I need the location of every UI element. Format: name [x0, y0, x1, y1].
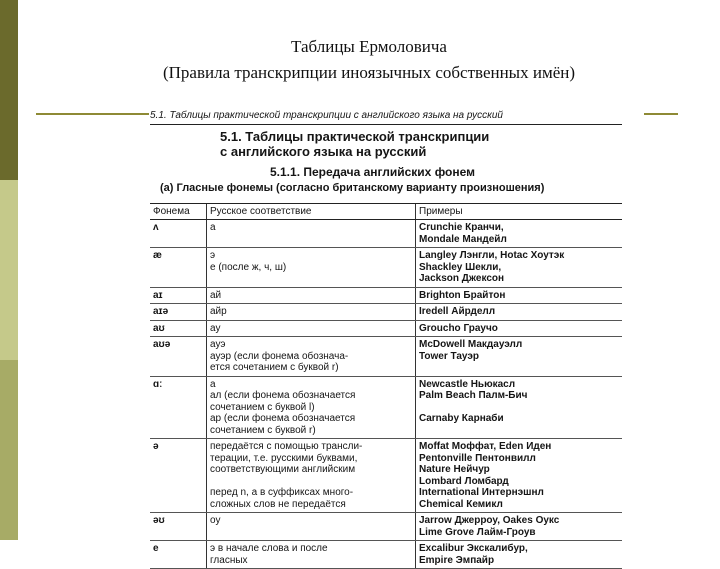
example-line: Mondale Мандейл — [419, 233, 507, 245]
example-line: Jackson Джексон — [419, 273, 505, 284]
subsubsection-title: (а) Гласные фонемы (согласно британскому варианту произношения) — [160, 182, 545, 194]
russian-line: а — [210, 222, 216, 233]
examples-cell — [416, 220, 623, 248]
russian-line — [210, 476, 412, 488]
example-line: Newcastle Ньюкасл — [419, 378, 516, 390]
column-header-examples: Примеры — [416, 204, 623, 220]
slide-sidebar — [0, 0, 18, 540]
example-line: International Интернэшнл — [419, 487, 544, 498]
example-line: Palm Beach Палм-Бич — [419, 390, 528, 401]
russian-cell — [207, 287, 416, 304]
russian-cell — [207, 376, 416, 439]
example-line: Carnaby Карнаби — [419, 413, 504, 424]
examples-cell — [416, 320, 623, 337]
russian-cell — [207, 513, 416, 541]
russian-cell — [207, 320, 416, 337]
example-line: Brighton Брайтон — [419, 289, 506, 301]
sidebar-block-bottom — [0, 360, 18, 540]
table-row — [150, 320, 622, 337]
examples-cell — [416, 337, 623, 377]
table-row — [150, 337, 622, 377]
slide-subtitle: (Правила транскрипции иноязычных собственных имён) — [162, 63, 576, 82]
russian-line: ауэр (если фонема обознача- — [210, 350, 349, 362]
slide-title: Таблицы Ермоловича — [291, 37, 447, 56]
examples-cell — [416, 541, 623, 569]
decorative-rule-left — [36, 113, 149, 115]
example-line: Jarrow Джерроу, Oakes Оукс — [419, 515, 560, 526]
example-line: Moffat Моффат, Eden Иден — [419, 441, 552, 452]
examples-cell — [416, 248, 623, 288]
russian-cell — [207, 541, 416, 569]
russian-line: айр — [210, 306, 227, 317]
table-row — [150, 541, 622, 569]
phoneme-table — [150, 203, 622, 569]
phoneme-cell: æ — [150, 248, 207, 288]
russian-line: ау — [210, 322, 221, 334]
phoneme-cell: ʌ — [150, 220, 207, 248]
phoneme-cell: ə — [150, 439, 207, 513]
example-line: Tower Тауэр — [419, 350, 479, 362]
examples-cell — [416, 439, 623, 513]
table-row — [150, 376, 622, 439]
example-line: Iredell Айрделл — [419, 306, 496, 317]
phoneme-cell: əʊ — [150, 513, 207, 541]
phoneme-cell: aʊə — [150, 337, 207, 377]
section-title-line1: 5.1. Таблицы практической транскрипции — [220, 129, 490, 144]
russian-line: соответствующими английским — [210, 464, 356, 475]
example-line — [419, 402, 619, 414]
example-line: Groucho Граучо — [419, 322, 498, 334]
table-row — [150, 304, 622, 321]
scanned-page — [150, 110, 622, 566]
table-body — [150, 220, 622, 569]
column-header-russian: Русское соответствие — [207, 204, 416, 220]
running-header-rule — [150, 124, 622, 125]
russian-line: передаётся с помощью трансли- — [210, 441, 363, 452]
russian-cell — [207, 248, 416, 288]
russian-line: ай — [210, 289, 222, 301]
phoneme-cell: ɑː — [150, 376, 207, 439]
table-row — [150, 248, 622, 288]
russian-cell — [207, 439, 416, 513]
examples-cell — [416, 287, 623, 304]
column-header-phoneme: Фонема — [150, 204, 207, 220]
sidebar-block-middle — [0, 180, 18, 360]
example-line: Excalibur Экскалибур, — [419, 543, 528, 554]
sidebar-block-top — [0, 0, 18, 180]
table-row — [150, 220, 622, 248]
russian-line: е (после ж, ч, ш) — [210, 261, 287, 273]
russian-cell — [207, 220, 416, 248]
phoneme-cell: aʊ — [150, 320, 207, 337]
table-row — [150, 287, 622, 304]
table-header-row — [150, 204, 622, 220]
russian-line: э — [210, 250, 216, 261]
russian-line: ется сочетанием с буквой r) — [210, 362, 339, 373]
examples-cell — [416, 376, 623, 439]
phoneme-cell: aɪə — [150, 304, 207, 321]
example-line: Lombard Ломбард — [419, 475, 509, 487]
example-line: Empire Эмпайр — [419, 554, 495, 566]
russian-line: сложных слов не передаётся — [210, 498, 346, 510]
russian-line: оу — [210, 515, 221, 526]
russian-line: ауэ — [210, 339, 226, 350]
table-row — [150, 513, 622, 541]
russian-line: ал (если фонема обозначается — [210, 390, 356, 401]
example-line: Nature Нейчур — [419, 464, 490, 475]
table-row — [150, 439, 622, 513]
example-line: Chemical Кемикл — [419, 498, 503, 510]
russian-line: перед n, а в суффиксах много- — [210, 487, 354, 498]
russian-line: сочетанием с буквой l) — [210, 401, 315, 413]
russian-cell — [207, 304, 416, 321]
decorative-rule-right — [644, 113, 678, 115]
russian-line: ар (если фонема обозначается — [210, 413, 356, 424]
phoneme-cell: e — [150, 541, 207, 569]
russian-cell — [207, 337, 416, 377]
example-line: Pentonville Пентонвилл — [419, 452, 536, 464]
phoneme-cell: aɪ — [150, 287, 207, 304]
russian-line: гласных — [210, 554, 248, 566]
section-title-line2: с английского языка на русский — [220, 144, 427, 159]
examples-cell — [416, 513, 623, 541]
running-header: 5.1. Таблицы практической транскрипции с английского языка на русский — [150, 110, 503, 121]
subsection-title: 5.1.1. Передача английских фонем — [270, 165, 476, 179]
example-line: Langley Лэнгли, Hotac Хоутэк — [419, 250, 565, 261]
russian-line: а — [210, 378, 216, 390]
russian-line: э в начале слова и после — [210, 543, 328, 554]
example-line: McDowell Макдауэлл — [419, 339, 523, 350]
russian-line: терации, т.е. русскими буквами, — [210, 452, 358, 464]
example-line: Shackley Шекли, — [419, 261, 502, 273]
example-line: Lime Grove Лайм-Гроув — [419, 526, 536, 538]
example-line: Crunchie Кранчи, — [419, 222, 504, 233]
russian-line: сочетанием с буквой r) — [210, 424, 316, 436]
examples-cell — [416, 304, 623, 321]
